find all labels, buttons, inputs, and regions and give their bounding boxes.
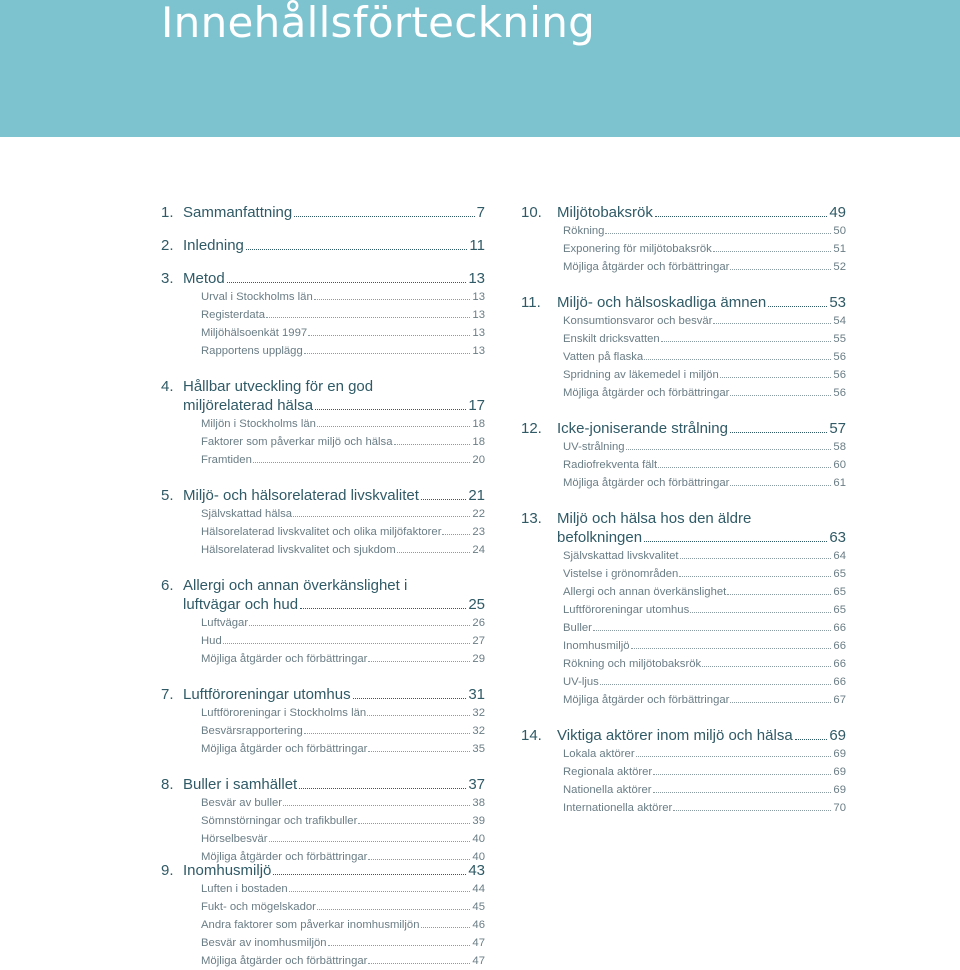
toc-subitem[interactable] bbox=[563, 258, 846, 276]
toc-subitem[interactable] bbox=[563, 312, 846, 330]
chapter-number: 14. bbox=[521, 727, 542, 744]
subitem-page: 18 bbox=[472, 436, 485, 448]
toc-subitem[interactable] bbox=[563, 583, 846, 601]
toc-subitem[interactable] bbox=[563, 222, 846, 240]
subitem-page: 64 bbox=[833, 550, 846, 562]
toc-subsections-8 bbox=[201, 794, 485, 866]
toc-subitem[interactable] bbox=[201, 505, 485, 523]
subitem-page: 13 bbox=[472, 345, 485, 357]
chapter-number: 5. bbox=[161, 487, 174, 504]
subitem-page: 45 bbox=[472, 901, 485, 913]
subitem-page: 51 bbox=[833, 243, 846, 255]
toc-subitem[interactable] bbox=[201, 880, 485, 898]
toc-subitem[interactable] bbox=[201, 704, 485, 722]
toc-subsections-10 bbox=[563, 222, 846, 276]
subitem-title: Buller bbox=[563, 622, 592, 634]
subitem-page: 65 bbox=[833, 568, 846, 580]
subitem-title: Exponering för miljötobaksrök bbox=[563, 243, 712, 255]
subitem-title: Spridning av läkemedel i miljön bbox=[563, 369, 719, 381]
subitem-page: 66 bbox=[833, 622, 846, 634]
toc-subsections-3 bbox=[201, 288, 485, 360]
subitem-page: 22 bbox=[472, 508, 485, 520]
subitem-page: 39 bbox=[472, 815, 485, 827]
toc-subitem[interactable] bbox=[201, 794, 485, 812]
subitem-page: 29 bbox=[472, 653, 485, 665]
chapter-number: 6. bbox=[161, 577, 174, 594]
subitem-page: 66 bbox=[833, 676, 846, 688]
toc-subitem[interactable] bbox=[201, 632, 485, 650]
subitem-title: Lokala aktörer bbox=[563, 748, 635, 760]
toc-chapter-3[interactable] bbox=[161, 269, 485, 288]
chapter-title: Buller i samhället bbox=[183, 776, 298, 793]
toc-subitem[interactable] bbox=[563, 601, 846, 619]
subitem-title: Registerdata bbox=[201, 309, 266, 321]
subitem-title: Besvär av inomhusmiljön bbox=[201, 937, 327, 949]
chapter-page: 69 bbox=[829, 727, 846, 744]
toc-subsections-9 bbox=[201, 880, 485, 970]
toc-subitem[interactable] bbox=[201, 916, 485, 934]
subitem-title: Luftvägar bbox=[201, 617, 249, 629]
toc-subitem[interactable] bbox=[563, 330, 846, 348]
chapter-number: 4. bbox=[161, 378, 174, 395]
toc-subitem[interactable] bbox=[563, 547, 846, 565]
chapter-number: 2. bbox=[161, 237, 174, 254]
chapter-number: 9. bbox=[161, 862, 174, 879]
chapter-page: 11 bbox=[469, 237, 485, 254]
chapter-title-line1: Allergi och annan överkänslighet i bbox=[183, 577, 408, 594]
chapter-title-line2: befolkningen bbox=[557, 529, 643, 546]
chapter-title-line1: Hållbar utveckling för en god bbox=[183, 378, 374, 395]
subitem-title: Enskilt dricksvatten bbox=[563, 333, 660, 345]
page-title: Innehållsförteckning bbox=[161, 0, 596, 47]
chapter-page: 57 bbox=[829, 420, 846, 437]
chapter-title: Miljötobaksrök bbox=[557, 204, 653, 221]
toc-subitem[interactable] bbox=[563, 763, 846, 781]
subitem-title: Sömnstörningar och trafikbuller bbox=[201, 815, 358, 827]
toc-subitem[interactable] bbox=[201, 415, 485, 433]
subitem-page: 13 bbox=[472, 291, 485, 303]
toc-subitem[interactable] bbox=[563, 655, 846, 673]
chapter-title: Miljö- och hälsorelaterad livskvalitet bbox=[183, 487, 419, 504]
subitem-page: 46 bbox=[472, 919, 485, 931]
toc-subsections-12 bbox=[563, 438, 846, 492]
subitem-page: 13 bbox=[472, 309, 485, 321]
chapter-page: 43 bbox=[468, 862, 485, 879]
toc-chapter-1[interactable] bbox=[161, 203, 485, 222]
toc-subitem[interactable] bbox=[563, 240, 846, 258]
chapter-number: 13. bbox=[521, 510, 542, 527]
chapter-title: Metod bbox=[183, 270, 225, 287]
subitem-page: 32 bbox=[472, 707, 485, 719]
subitem-title: Självskattad livskvalitet bbox=[563, 550, 679, 562]
page-header bbox=[0, 0, 960, 137]
subitem-title: Regionala aktörer bbox=[563, 766, 653, 778]
subitem-page: 40 bbox=[472, 851, 485, 863]
chapter-title: Miljö- och hälsoskadliga ämnen bbox=[557, 294, 767, 311]
chapter-title-line2: luftvägar och hud bbox=[183, 596, 299, 613]
subitem-title: Rapportens upplägg bbox=[201, 345, 303, 357]
subitem-page: 52 bbox=[833, 261, 846, 273]
subitem-page: 35 bbox=[472, 743, 485, 755]
subitem-title: Luftföroreningar i Stockholms län bbox=[201, 707, 367, 719]
toc-subsections-4 bbox=[201, 415, 485, 469]
subitem-title: Hörselbesvär bbox=[201, 833, 268, 845]
subitem-title: Internationella aktörer bbox=[563, 802, 673, 814]
subitem-page: 26 bbox=[472, 617, 485, 629]
toc-subitem[interactable] bbox=[563, 456, 846, 474]
subitem-page: 60 bbox=[833, 459, 846, 471]
chapter-page: 25 bbox=[468, 596, 485, 613]
subitem-page: 20 bbox=[472, 454, 485, 466]
toc-subitem[interactable] bbox=[563, 799, 846, 817]
toc-column-left-bottom bbox=[161, 861, 485, 970]
subitem-page: 61 bbox=[833, 477, 846, 489]
subitem-page: 56 bbox=[833, 387, 846, 399]
toc-subitem[interactable] bbox=[201, 342, 485, 360]
subitem-page: 47 bbox=[472, 937, 485, 949]
subitem-page: 13 bbox=[472, 327, 485, 339]
chapter-page: 13 bbox=[468, 270, 485, 287]
toc-subsections-7 bbox=[201, 704, 485, 758]
chapter-page: 63 bbox=[829, 529, 846, 546]
subitem-title: UV-ljus bbox=[563, 676, 599, 688]
subitem-page: 23 bbox=[472, 526, 485, 538]
subitem-page: 54 bbox=[833, 315, 846, 327]
subitem-title: Möjliga åtgärder och förbättringar bbox=[201, 851, 368, 863]
chapter-title: Inledning bbox=[183, 237, 244, 254]
chapter-page: 49 bbox=[829, 204, 846, 221]
toc-subsections-5 bbox=[201, 505, 485, 559]
subitem-title: Luften i bostaden bbox=[201, 883, 288, 895]
subitem-title: Möjliga åtgärder och förbättringar bbox=[201, 743, 368, 755]
toc-chapter-8[interactable] bbox=[161, 775, 485, 794]
chapter-title: Inomhusmiljö bbox=[183, 862, 272, 879]
toc-subitem[interactable] bbox=[563, 691, 846, 709]
chapter-page: 37 bbox=[468, 776, 485, 793]
chapter-title: Icke-joniserande strålning bbox=[557, 420, 728, 437]
subitem-title: Rökning och miljötobaksrök bbox=[563, 658, 702, 670]
toc-subsections-14 bbox=[563, 745, 846, 817]
toc-subitem[interactable] bbox=[201, 523, 485, 541]
subitem-page: 50 bbox=[833, 225, 846, 237]
chapter-number: 3. bbox=[161, 270, 174, 287]
subitem-page: 55 bbox=[833, 333, 846, 345]
subitem-page: 47 bbox=[472, 955, 485, 967]
chapter-page: 21 bbox=[468, 487, 485, 504]
toc-subsections-11 bbox=[563, 312, 846, 402]
subitem-title: Hälsorelaterad livskvalitet och olika miljöfaktorer bbox=[201, 526, 442, 538]
subitem-title: Urval i Stockholms län bbox=[201, 291, 313, 303]
subitem-title: Möjliga åtgärder och förbättringar bbox=[563, 387, 730, 399]
toc-subitem[interactable] bbox=[201, 934, 485, 952]
chapter-title: Sammanfattning bbox=[183, 204, 293, 221]
subitem-title: Nationella aktörer bbox=[563, 784, 652, 796]
subitem-page: 69 bbox=[833, 766, 846, 778]
toc-subitem[interactable] bbox=[563, 366, 846, 384]
subitem-title: Besvärsrapportering bbox=[201, 725, 303, 737]
toc-subitem[interactable] bbox=[563, 781, 846, 799]
toc-chapter-9[interactable] bbox=[161, 861, 485, 880]
toc-subitem[interactable] bbox=[563, 384, 846, 402]
subitem-page: 56 bbox=[833, 369, 846, 381]
toc-column-right bbox=[521, 202, 846, 817]
toc-subitem[interactable] bbox=[201, 614, 485, 632]
subitem-title: Möjliga åtgärder och förbättringar bbox=[201, 653, 368, 665]
subitem-title: Möjliga åtgärder och förbättringar bbox=[563, 694, 730, 706]
toc-subitem[interactable] bbox=[201, 306, 485, 324]
toc-chapter-7[interactable] bbox=[161, 685, 485, 704]
subitem-title: Besvär av buller bbox=[201, 797, 282, 809]
chapter-page: 17 bbox=[468, 397, 485, 414]
subitem-title: Luftföroreningar utomhus bbox=[563, 604, 690, 616]
subitem-title: Möjliga åtgärder och förbättringar bbox=[201, 955, 368, 967]
subitem-page: 27 bbox=[472, 635, 485, 647]
subitem-title: Inomhusmiljö bbox=[563, 640, 630, 652]
chapter-page: 7 bbox=[476, 204, 485, 221]
toc-subitem[interactable] bbox=[563, 673, 846, 691]
toc-subitem[interactable] bbox=[201, 324, 485, 342]
toc-chapter-5[interactable] bbox=[161, 486, 485, 505]
subitem-page: 69 bbox=[833, 784, 846, 796]
toc-subitem[interactable] bbox=[563, 348, 846, 366]
subitem-page: 66 bbox=[833, 658, 846, 670]
toc-subitem[interactable] bbox=[201, 812, 485, 830]
chapter-number: 12. bbox=[521, 420, 542, 437]
subitem-title: Fukt- och mögelskador bbox=[201, 901, 316, 913]
toc-subitem[interactable] bbox=[201, 740, 485, 758]
toc-column-left bbox=[161, 202, 485, 866]
toc-subitem[interactable] bbox=[201, 451, 485, 469]
subitem-title: Möjliga åtgärder och förbättringar bbox=[563, 261, 730, 273]
toc-chapter-11[interactable] bbox=[521, 293, 846, 312]
subitem-page: 69 bbox=[833, 748, 846, 760]
subitem-title: Framtiden bbox=[201, 454, 252, 466]
chapter-number: 10. bbox=[521, 204, 542, 221]
toc-subitem[interactable] bbox=[201, 898, 485, 916]
toc-chapter-13[interactable] bbox=[521, 509, 846, 547]
toc-subitem[interactable] bbox=[563, 619, 846, 637]
subitem-page: 65 bbox=[833, 604, 846, 616]
subitem-page: 24 bbox=[472, 544, 485, 556]
subitem-title: Hud bbox=[201, 635, 222, 647]
toc-subitem[interactable] bbox=[563, 745, 846, 763]
subitem-page: 70 bbox=[833, 802, 846, 814]
subitem-title: Faktorer som påverkar miljö och hälsa bbox=[201, 436, 393, 448]
subitem-page: 67 bbox=[833, 694, 846, 706]
subitem-title: Hälsorelaterad livskvalitet och sjukdom bbox=[201, 544, 396, 556]
chapter-number: 1. bbox=[161, 204, 174, 221]
toc-subitem[interactable] bbox=[201, 288, 485, 306]
subitem-page: 66 bbox=[833, 640, 846, 652]
subitem-page: 44 bbox=[472, 883, 485, 895]
subitem-title: Miljöhälsoenkät 1997 bbox=[201, 327, 308, 339]
toc-subsections-6 bbox=[201, 614, 485, 668]
toc-subitem[interactable] bbox=[563, 637, 846, 655]
chapter-title-line1: Miljö och hälsa hos den äldre bbox=[557, 510, 752, 527]
toc-subitem[interactable] bbox=[563, 438, 846, 456]
toc-subitem[interactable] bbox=[201, 650, 485, 668]
toc-subitem[interactable] bbox=[201, 541, 485, 559]
toc-chapter-4[interactable] bbox=[161, 377, 485, 415]
chapter-number: 7. bbox=[161, 686, 174, 703]
subitem-title: Rökning bbox=[563, 225, 605, 237]
subitem-title: Allergi och annan överkänslighet bbox=[563, 586, 727, 598]
subitem-page: 40 bbox=[472, 833, 485, 845]
subitem-page: 56 bbox=[833, 351, 846, 363]
subitem-title: Konsumtionsvaror och besvär bbox=[563, 315, 713, 327]
chapter-title-line2: miljörelaterad hälsa bbox=[183, 397, 314, 414]
subitem-title: Självskattad hälsa bbox=[201, 508, 293, 520]
toc-subitem[interactable] bbox=[201, 433, 485, 451]
toc-subitem[interactable] bbox=[201, 830, 485, 848]
subitem-title: Vatten på flaska bbox=[563, 351, 644, 363]
chapter-page: 53 bbox=[829, 294, 846, 311]
subitem-page: 38 bbox=[472, 797, 485, 809]
toc-chapter-6[interactable] bbox=[161, 576, 485, 614]
subitem-title: Andra faktorer som påverkar inomhusmiljön bbox=[201, 919, 420, 931]
chapter-page: 31 bbox=[468, 686, 485, 703]
toc-chapter-2[interactable] bbox=[161, 236, 485, 255]
toc-subitem[interactable] bbox=[201, 952, 485, 970]
toc-chapter-12[interactable] bbox=[521, 419, 846, 438]
toc-subitem[interactable] bbox=[201, 722, 485, 740]
chapter-title: Viktiga aktörer inom miljö och hälsa bbox=[557, 727, 793, 744]
subitem-title: Radiofrekventa fält bbox=[563, 459, 658, 471]
subitem-title: Miljön i Stockholms län bbox=[201, 418, 316, 430]
chapter-number: 8. bbox=[161, 776, 174, 793]
subitem-page: 65 bbox=[833, 586, 846, 598]
chapter-title: Luftföroreningar utomhus bbox=[183, 686, 351, 703]
chapter-number: 11. bbox=[521, 294, 541, 311]
subitem-page: 58 bbox=[833, 441, 846, 453]
subitem-title: Möjliga åtgärder och förbättringar bbox=[563, 477, 730, 489]
toc-subitem[interactable] bbox=[563, 565, 846, 583]
subitem-title: UV-strålning bbox=[563, 441, 625, 453]
subitem-page: 32 bbox=[472, 725, 485, 737]
subitem-page: 18 bbox=[472, 418, 485, 430]
toc-subsections-13 bbox=[563, 547, 846, 709]
toc-subitem[interactable] bbox=[563, 474, 846, 492]
toc-chapter-14[interactable] bbox=[521, 726, 846, 745]
toc-chapter-10[interactable] bbox=[521, 203, 846, 222]
subitem-title: Vistelse i grönområden bbox=[563, 568, 679, 580]
